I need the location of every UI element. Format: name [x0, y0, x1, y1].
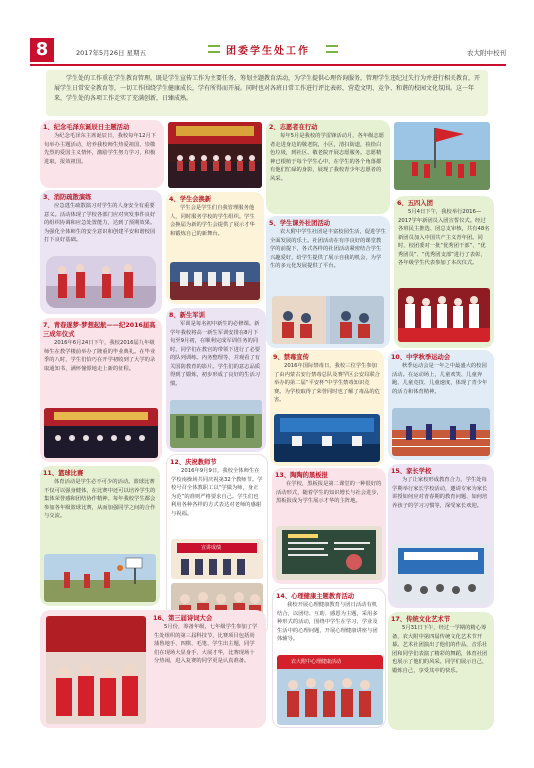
section-title: 消防疏散演练 — [53, 194, 92, 201]
section-number: 7、 — [43, 322, 54, 329]
photo-teachers-day-banner — [171, 539, 263, 579]
photo-military-training — [170, 400, 262, 448]
section-text: 5月4日下午，我校举行2016—2017学年新团员入团宣誓仪式。经过各班民主推选、团总支审核，共有48名新团员加入中国共产主义青年团。同时，校团委对一批“优秀团干部”、“优秀团员”、“优秀团支部”进行了表彰，各年级学生代表参加了本次仪式。 — [398, 209, 490, 266]
photo-league-oath — [398, 288, 490, 342]
publication-name: 农大附中校刊 — [467, 49, 506, 57]
section-title: 家长学校 — [406, 468, 432, 475]
photo-anti-drug-contest — [274, 414, 380, 462]
section-number: 13、 — [275, 472, 291, 479]
section-number: 16、 — [153, 615, 169, 622]
section-16 — [40, 610, 266, 728]
section-text: 应急逃生疏散演习对学生的人身安全有重要意义。活动体现了学校各部门应对突发事件良好的组织协调和应急处置能力，达到了预期效果。为强化全体师生的安全意识和创建平安和谐校园打下良好基础。 — [44, 203, 156, 243]
section-title: 五四入团 — [407, 200, 433, 207]
section-text: 农大附中学生社团是丰富校园生活，促进学生全面发展的乐土。社团活动在有序良好的课堂教学的前提下，各式各样的社团活动紧密结合学生兴趣爱好，给学生提供了展示自我的机会，为学生的多元化发展提供了平台。 — [270, 229, 386, 269]
section-14 — [272, 588, 386, 728]
photo-sports-meet — [392, 408, 490, 456]
photo-club-activities — [272, 296, 384, 344]
section-4 — [166, 192, 264, 304]
section-title: 新生军训 — [179, 312, 205, 319]
section-number: 9、 — [273, 354, 284, 361]
page-header — [30, 36, 506, 66]
section-15 — [388, 464, 494, 608]
section-text: 2016年6月24日下午，我校2016届九年级师生在教学楼前举办了隆重的毕业典礼。在毕业季的八时，学生们恰巧在开学初收到了大学的录取通知书，满怀憧憬地走上新的征程。 — [44, 340, 156, 372]
section-number: 12、 — [170, 459, 186, 466]
section-title: 纪念毛泽东诞辰日主题活动 — [53, 124, 130, 131]
section-title: 第三届诗词大会 — [168, 615, 213, 622]
photo-student-council — [170, 262, 260, 300]
section-number: 1、 — [43, 124, 54, 131]
section-6 — [394, 196, 494, 348]
section-title: 学生课外社团活动 — [279, 220, 331, 227]
section-3 — [40, 190, 162, 314]
section-title: 篮球比赛 — [58, 470, 84, 477]
section-9 — [270, 350, 384, 466]
section-number: 5、 — [269, 220, 280, 227]
photo-basketball — [44, 554, 156, 602]
page-number: 8 — [30, 38, 54, 62]
section-7 — [40, 318, 162, 462]
section-title: 心理健康主题教育活动 — [291, 593, 355, 600]
section-8 — [166, 308, 266, 452]
photo-fire-drill — [46, 256, 156, 308]
section-text: 2016年国际禁毒日，我校三位学生参加了由内蒙古安行禁毒总队及赛罕区公安局联合举办的第二届“平安杯”中学生禁毒知识竞赛。为学校取得了荣誉同时也了解了毒品的危害。 — [274, 363, 380, 403]
title-decoration-left — [208, 45, 220, 53]
photo-volunteers-flag — [394, 122, 490, 190]
section-number: 8、 — [169, 312, 180, 319]
photo-coming-of-age-ceremony — [44, 408, 158, 458]
section-number: 6、 — [397, 200, 408, 207]
section-text: 2016年9月9日，我校全体师生在学校南操场共同庆祝第32个教师节。学校号召全体教职工以“学做为师，身正为范”的准则严格要求自己。学生们也利用各种各样的方式表达对老师的感谢与祝福。 — [171, 468, 263, 517]
section-text: 每年5月是我校的学雷锋活动月，各年级志愿者走进身边的敬老院，小区，清扫街道，捡拾白色垃圾，到社区、敬老院开展志愿服务。志愿精神已根植于每个学生心中，在学生的各个角落都有他们忙碌的身影，展现了我校青少年志愿者的风采。 — [270, 133, 385, 182]
photo-banner-label: 农大附中心理健康活动 — [291, 659, 342, 665]
header-rule — [30, 64, 506, 66]
section-text: 学生会是学生们自我管理服务他人，同时服务学校的学生组织。学生会换届为新的学生会提供了展示才华和锻炼自己的新舞台。 — [170, 205, 255, 237]
section-number: 2、 — [269, 124, 280, 131]
photo-poetry-contest — [46, 616, 146, 724]
photo-blackboard — [276, 526, 382, 580]
photo-parent-school — [392, 544, 490, 604]
section-11 — [40, 466, 160, 606]
section-text: 秋季运动会是一年之中最盛大的校园活动。在运动场上，儿童欢笑、儿童奔跑、儿童竞技、儿童速度，体现了青少年的活力和体育精神。 — [392, 363, 488, 395]
section-number: 15、 — [391, 468, 407, 475]
section-number: 3、 — [43, 194, 54, 201]
section-text: 军训是每名初中新生的必修课。新学年我校将高一新生军训安排在8月下旬至9月初，在顺利完成军训任务的同时，同学们在教官的带领下进行了必要的队列训练、内务整理等，并观看了有关国防教育的影片。学生们的意志品质得到了锻炼，初步形成了良好的生活习惯。 — [170, 321, 261, 387]
section-text: 在学校，黑板报是第二课堂的一种很好的活动形式，随着学生的知识增长与社会进步，黑板报成为学生展示才华的主阵地。 — [276, 481, 382, 504]
section-5 — [266, 216, 390, 348]
photo-commemoration-stage — [168, 122, 262, 188]
section-12 — [166, 454, 268, 636]
intro-paragraph: 学生处的工作重在学生教育管理。既是学生宣传工作为主要任务，筹划主题教育活动，为学生提供心理咨询服务，管理学生违纪过失行为并进行相关教育，开展学生日常安全教育等，一切工作围绕学生健康成长，学有所得而开展。同时也对各班日常工作进行评比表彰，营造文明、竞争、和谐的校园文化氛围。这一年来，学生处的各项工作走实了充满创新，日臻成熟。 — [46, 70, 488, 116]
section-title: 学生会换新 — [179, 196, 212, 203]
section-text: 为纪念毛泽东主席诞辰日，我校每年12月下旬举办主题活动，培养我校师生热爱祖国，崇敬先烈的爱国主义情怀，激励学生努力学习，积极进取，报效祖国。 — [44, 133, 157, 165]
section-number: 17、 — [391, 616, 407, 623]
issue-date: 2017年5月26日 星期五 — [76, 49, 147, 57]
section-10 — [388, 350, 494, 460]
section-text: 体育活动是学生必不可少的活动。篮球比赛不仅可以强身健体，在比赛中还可以培养学生的集体荣誉感和团结协作精神。每年我校学生都会参加各年级篮球比赛，从而加强同学之间的合作与交流。 — [44, 479, 156, 519]
section-title: 志愿者在行动 — [279, 124, 318, 131]
section-number: 4、 — [169, 196, 180, 203]
section-number: 10、 — [391, 354, 407, 361]
section-number: 14、 — [276, 593, 292, 600]
section-text: 为了让家校形成教育合力，学生处每学期举行家长学校活动，邀请专家为家长讲授如何应对青春期的教育问题、如何培养孩子的学习习惯等，深受家长欢迎。 — [392, 477, 488, 509]
title-decoration-right — [326, 45, 338, 53]
section-title: 青春逐梦·梦想起航——纪2016届高三成年仪式 — [43, 322, 156, 338]
page-title: 团委学生处工作 — [226, 46, 310, 57]
photo-banner-label: 宣讲成绩 — [201, 545, 222, 551]
section-title: 庆祝教师节 — [185, 459, 217, 466]
section-13 — [272, 468, 386, 584]
section-17 — [388, 612, 494, 730]
section-text: 5月31日下午，经过一学期的精心筹备，农大附中第四届传统文化艺术节开幕。艺术社团演出了他们的作品，音乐社团和同学们表演了精彩的舞蹈，体育社团也展示了他们的风采。同学们展示自己，锻炼自己，享受其中的快乐。 — [392, 625, 488, 674]
section-number: 11、 — [43, 470, 59, 477]
section-text: 我校开展心理健康教育与团日活动有机结合，以团结、互助、感恩为主题，采用多种形式的活动，围绕中学生在学习、学业及生活中的心理问题，开展心理健康讲座与团体辅导。 — [277, 602, 378, 642]
section-text: 5月份，筹备年级，七年级学生参加了学生处组织的第三届科技节，比赛项目包括尚蒲鲁地手、四棋、毛笔、学生出主题，同学们在现场大显身手，大展才华，比赛现场十分热闹，进入复赛的同学更是认真准备。 — [154, 624, 258, 664]
section-2 — [266, 120, 390, 214]
section-title: 中学秋季运动会 — [406, 354, 451, 361]
section-title: 陶陶的黑板报 — [290, 472, 328, 479]
section-title: 禁毒宣传 — [283, 354, 309, 361]
photo-mental-health — [277, 655, 383, 725]
section-1 — [40, 120, 164, 188]
section-title: 传统文化艺术节 — [406, 616, 451, 623]
